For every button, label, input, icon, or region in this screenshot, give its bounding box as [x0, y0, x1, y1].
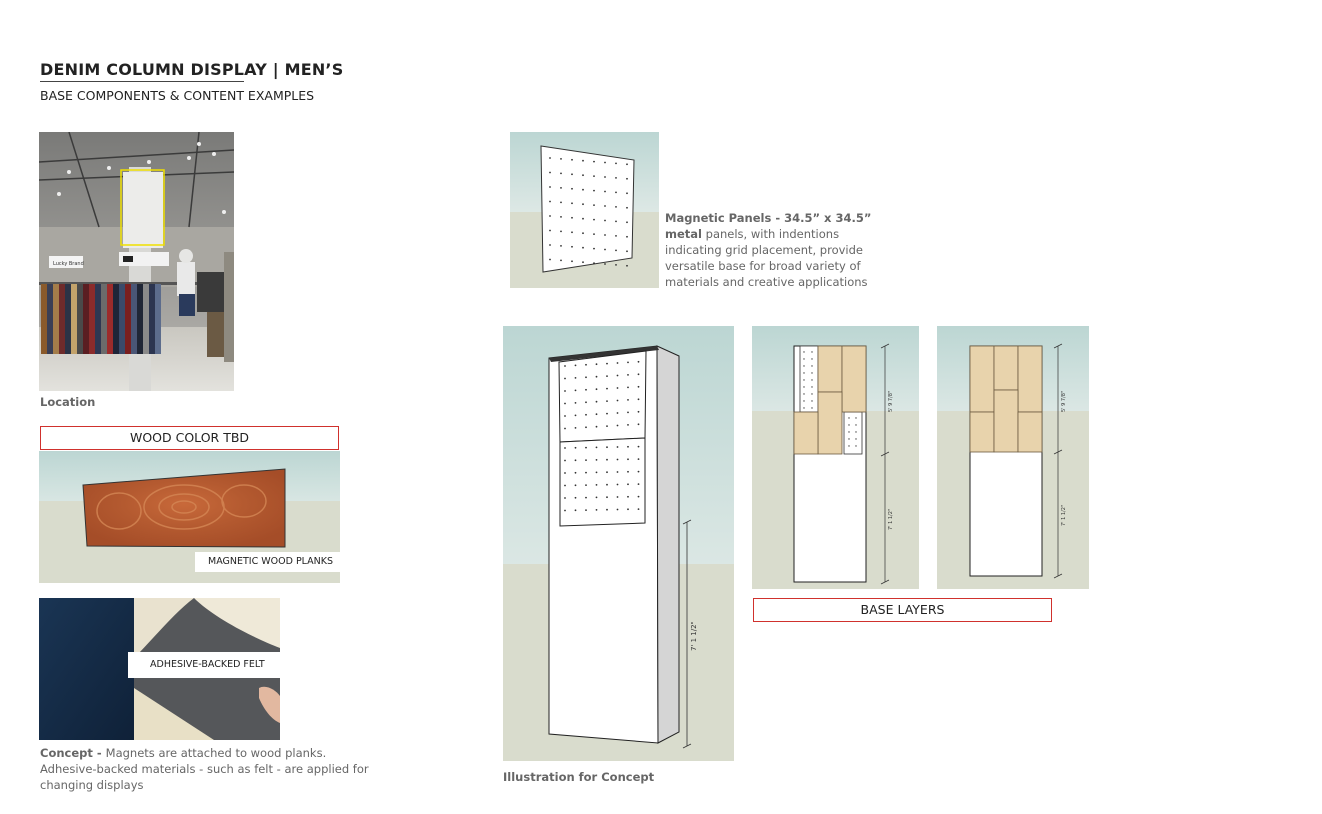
grid-dot [626, 163, 628, 165]
grid-dot [626, 192, 628, 194]
grid-dot [617, 425, 619, 427]
grid-dot [596, 447, 598, 449]
grid-dot [626, 265, 628, 267]
grid-dot [575, 447, 577, 449]
store-sign-text: Lucky Brand [53, 261, 84, 267]
grid-dot [596, 376, 598, 378]
grid-dot [560, 173, 562, 175]
grid-dot [593, 233, 595, 235]
bl2-dim-lower: 7' 1 1/2" [1061, 504, 1067, 526]
grid-dot [626, 207, 628, 209]
grid-dot [855, 445, 856, 446]
grid-dot [596, 413, 598, 415]
grid-dot [560, 216, 562, 218]
grid-dot [585, 401, 587, 403]
grid-dot [848, 424, 849, 425]
grid-dot [593, 219, 595, 221]
grid-dot [582, 203, 584, 205]
grid-dot [585, 484, 587, 486]
grid-dot [606, 375, 608, 377]
grid-dot [617, 362, 619, 364]
grid-dot [585, 447, 587, 449]
grid-dot [811, 407, 812, 408]
column-illustration [503, 326, 734, 761]
grid-dot [848, 431, 849, 432]
grid-dot [585, 364, 587, 366]
grid-dot [617, 412, 619, 414]
grid-dot [615, 250, 617, 252]
grid-dot [855, 417, 856, 418]
grid-dot [638, 508, 640, 510]
grid-dot [560, 158, 562, 160]
felt-tag: ADHESIVE-BACKED FELT [128, 652, 280, 678]
grid-dot [549, 157, 551, 159]
grid-dot [811, 372, 812, 373]
grid-dot [811, 400, 812, 401]
grid-dot [582, 261, 584, 263]
grid-dot [811, 386, 812, 387]
grid-dot [585, 389, 587, 391]
grid-dot [617, 459, 619, 461]
title-underline [40, 81, 244, 82]
grid-dot [617, 471, 619, 473]
grid-dot [560, 245, 562, 247]
grid-dot [593, 248, 595, 250]
grid-dot [575, 365, 577, 367]
grid-dot [571, 202, 573, 204]
grid-dot [549, 230, 551, 232]
grid-dot [564, 497, 566, 499]
grid-dot [627, 412, 629, 414]
grid-dot [549, 244, 551, 246]
wood-color-label: WOOD COLOR TBD [40, 426, 339, 450]
grid-dot [606, 388, 608, 390]
grid-dot [549, 201, 551, 203]
grid-dot [564, 447, 566, 449]
grid-dot [604, 263, 606, 265]
base-layer-render-2 [937, 326, 1089, 589]
grid-dot [803, 358, 804, 359]
page-title: DENIM COLUMN DISPLAY | MEN’S [40, 60, 344, 79]
grid-dot [575, 415, 577, 417]
grid-dot [606, 413, 608, 415]
bl1-dim-upper: 5' 9 7/8" [888, 390, 894, 412]
grid-dot [811, 351, 812, 352]
grid-dot [575, 472, 577, 474]
grid-dot [638, 386, 640, 388]
magnetic-panel-render [510, 132, 659, 288]
grid-dot [638, 361, 640, 363]
grid-dot [604, 191, 606, 193]
grid-dot [855, 431, 856, 432]
grid-dot [606, 459, 608, 461]
grid-dot [571, 188, 573, 190]
grid-dot [615, 163, 617, 165]
grid-dot [549, 172, 551, 174]
felt-navy-swatch [39, 598, 134, 740]
grid-dot [627, 446, 629, 448]
grid-dot [596, 472, 598, 474]
wood-planks-tag: MAGNETIC WOOD PLANKS [195, 552, 340, 572]
grid-dot [564, 428, 566, 430]
grid-dot [615, 235, 617, 237]
grid-dot [604, 205, 606, 207]
grid-dot [575, 427, 577, 429]
grid-dot [582, 232, 584, 234]
grid-dot [803, 379, 804, 380]
grid-dot [585, 414, 587, 416]
grid-dot [626, 221, 628, 223]
grid-dot [604, 234, 606, 236]
grid-dot [604, 162, 606, 164]
grid-dot [606, 425, 608, 427]
grid-dot [626, 236, 628, 238]
grid-dot [638, 496, 640, 498]
grid-dot [564, 378, 566, 380]
grid-dot [596, 401, 598, 403]
grid-dot [615, 177, 617, 179]
grid-dot [564, 390, 566, 392]
grid-dot [638, 458, 640, 460]
grid-dot [617, 375, 619, 377]
grid-dot [803, 386, 804, 387]
illustration-caption: Illustration for Concept [503, 770, 655, 784]
grid-dot [596, 388, 598, 390]
grid-dot [582, 189, 584, 191]
grid-dot [626, 250, 628, 252]
grid-dot [617, 484, 619, 486]
grid-dot [617, 387, 619, 389]
grid-dot [575, 509, 577, 511]
grid-dot [811, 393, 812, 394]
location-caption: Location [40, 395, 96, 409]
base-layer-render-1 [752, 326, 919, 589]
grid-dot [549, 259, 551, 261]
grid-dot [627, 483, 629, 485]
grid-dot [585, 459, 587, 461]
grid-dot [606, 471, 608, 473]
grid-dot [571, 260, 573, 262]
grid-dot [575, 402, 577, 404]
grid-dot [627, 496, 629, 498]
grid-dot [604, 176, 606, 178]
grid-dot [564, 415, 566, 417]
grid-dot [606, 509, 608, 511]
grid-dot [593, 161, 595, 163]
grid-dot [811, 358, 812, 359]
grid-dot [564, 403, 566, 405]
grid-dot [604, 249, 606, 251]
grid-dot [606, 446, 608, 448]
grid-dot [564, 460, 566, 462]
grid-dot [571, 173, 573, 175]
grid-dot [803, 372, 804, 373]
concept-text: Magnets are attached to wood planks. Adhesive-backed materials - such as felt - are applied for changing displays [40, 746, 369, 792]
grid-dot [811, 379, 812, 380]
panels-lead: Magnetic Panels - 34.5” x 34.5” metal [665, 211, 872, 241]
grid-dot [638, 446, 640, 448]
grid-dot [571, 246, 573, 248]
grid-dot [564, 365, 566, 367]
location-photo [39, 132, 234, 391]
grid-dot [638, 373, 640, 375]
grid-dot [606, 400, 608, 402]
grid-dot [627, 508, 629, 510]
grid-dot [638, 411, 640, 413]
grid-dot [575, 377, 577, 379]
grid-dot [571, 231, 573, 233]
grid-dot [575, 497, 577, 499]
grid-dot [575, 390, 577, 392]
grid-dot [571, 159, 573, 161]
grid-dot [627, 387, 629, 389]
grid-dot [811, 365, 812, 366]
grid-dot [582, 218, 584, 220]
grid-dot [803, 400, 804, 401]
grid-dot [855, 424, 856, 425]
grid-dot [627, 424, 629, 426]
grid-dot [549, 186, 551, 188]
concept-lead: Concept - [40, 746, 106, 760]
grid-dot [606, 484, 608, 486]
grid-dot [627, 374, 629, 376]
grid-dot [615, 221, 617, 223]
grid-dot [638, 471, 640, 473]
grid-dot [638, 423, 640, 425]
grid-dot [638, 398, 640, 400]
grid-dot [803, 407, 804, 408]
concept-description [40, 745, 380, 793]
grid-dot [560, 231, 562, 233]
grid-dot [803, 351, 804, 352]
grid-dot [585, 509, 587, 511]
grid-dot [638, 483, 640, 485]
grid-dot [627, 458, 629, 460]
grid-dot [596, 426, 598, 428]
grid-dot [575, 459, 577, 461]
grid-dot [606, 363, 608, 365]
grid-dot [596, 509, 598, 511]
grid-dot [560, 187, 562, 189]
grid-dot [848, 445, 849, 446]
panels-description [665, 210, 875, 290]
grid-dot [615, 264, 617, 266]
grid-dot [803, 393, 804, 394]
grid-dot [848, 438, 849, 439]
grid-dot [582, 174, 584, 176]
grid-dot [593, 262, 595, 264]
grid-dot [593, 175, 595, 177]
grid-dot [564, 485, 566, 487]
grid-dot [627, 362, 629, 364]
grid-dot [596, 459, 598, 461]
grid-dot [627, 399, 629, 401]
grid-dot [626, 178, 628, 180]
grid-dot [604, 220, 606, 222]
grid-dot [575, 484, 577, 486]
base-layers-label: BASE LAYERS [753, 598, 1052, 622]
grid-dot [606, 496, 608, 498]
grid-dot [582, 247, 584, 249]
grid-dot [596, 363, 598, 365]
grid-dot [855, 438, 856, 439]
grid-dot [593, 204, 595, 206]
bl1-dim-lower: 7' 1 1/2" [888, 508, 894, 530]
grid-dot [593, 190, 595, 192]
grid-dot [615, 206, 617, 208]
grid-dot [585, 497, 587, 499]
grid-dot [617, 446, 619, 448]
grid-dot [585, 426, 587, 428]
grid-dot [617, 509, 619, 511]
grid-dot [617, 496, 619, 498]
grid-dot [549, 215, 551, 217]
grid-dot [615, 192, 617, 194]
grid-dot [560, 202, 562, 204]
grid-dot [582, 160, 584, 162]
page-subtitle: BASE COMPONENTS & CONTENT EXAMPLES [40, 88, 315, 103]
grid-dot [585, 376, 587, 378]
grid-dot [803, 365, 804, 366]
grid-dot [848, 417, 849, 418]
grid-dot [627, 471, 629, 473]
bl2-dim-upper: 5' 9 7/8" [1061, 390, 1067, 412]
grid-dot [564, 510, 566, 512]
grid-dot [617, 400, 619, 402]
grid-dot [585, 472, 587, 474]
illustration-dimension: 7' 1 1/2" [690, 621, 698, 651]
panels-text: panels, with indentions indicating grid placement, provide versatile base for broad variety of materials and creative applications [665, 227, 868, 289]
grid-dot [596, 497, 598, 499]
grid-dot [571, 217, 573, 219]
grid-dot [560, 260, 562, 262]
grid-dot [564, 472, 566, 474]
grid-dot [596, 484, 598, 486]
